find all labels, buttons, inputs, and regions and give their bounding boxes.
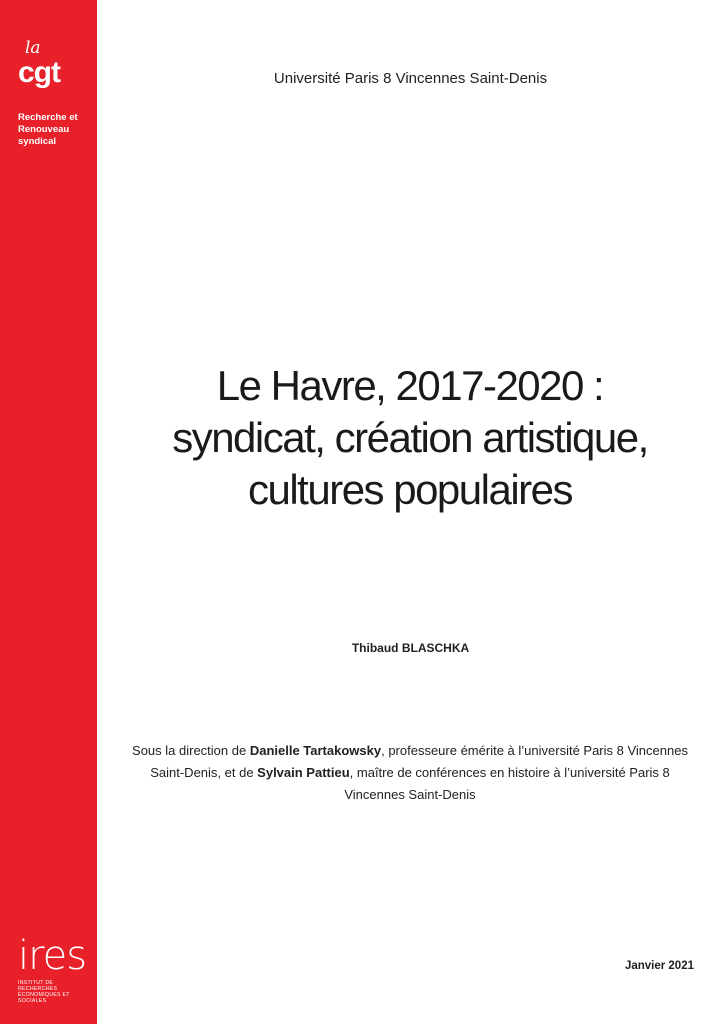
- direction-text: , maître de conférences en histoire à l’université Paris 8 Vincennes Saint-Denis: [344, 765, 670, 802]
- cgt-logo: [18, 40, 82, 104]
- author-name: Thibaud BLASCHKA: [351, 641, 470, 655]
- supervision-statement: [120, 740, 700, 806]
- document-title: [120, 360, 700, 516]
- direction-text: , professeure émérite à l’université Paris 8 Vincennes Saint-Denis, et de: [150, 743, 688, 780]
- supervisor-name: Danielle Tartakowsky: [249, 743, 382, 758]
- cgt-tagline: [18, 112, 94, 148]
- logo-cgt-text: cgt: [18, 56, 60, 89]
- university-header: Université Paris 8 Vincennes Saint-Denis: [273, 70, 548, 87]
- ires-subtitle-line: INSTITUT DE RECHERCHES: [18, 980, 58, 992]
- ires-subtitle-line: ÉCONOMIQUES ET SOCIALES: [18, 992, 70, 1004]
- ires-logo: [18, 933, 94, 1004]
- title-line: cultures populaires: [247, 466, 573, 513]
- ires-subtitle: [18, 980, 94, 1004]
- logo-la-text: la: [25, 38, 41, 58]
- red-sidebar: [0, 0, 97, 1024]
- ires-word: ires: [18, 933, 87, 979]
- tagline-line: Recherche et: [18, 112, 78, 123]
- direction-text: Sous la direction de: [132, 743, 250, 758]
- title-line: syndicat, création artistique,: [172, 414, 648, 461]
- title-line: Le Havre, 2017-2020 :: [216, 362, 604, 409]
- publication-date: Janvier 2021: [624, 960, 694, 972]
- tagline-line: Renouveau: [18, 124, 70, 135]
- supervisor-name: Sylvain Pattieu: [257, 765, 350, 780]
- tagline-line: syndical: [18, 136, 57, 147]
